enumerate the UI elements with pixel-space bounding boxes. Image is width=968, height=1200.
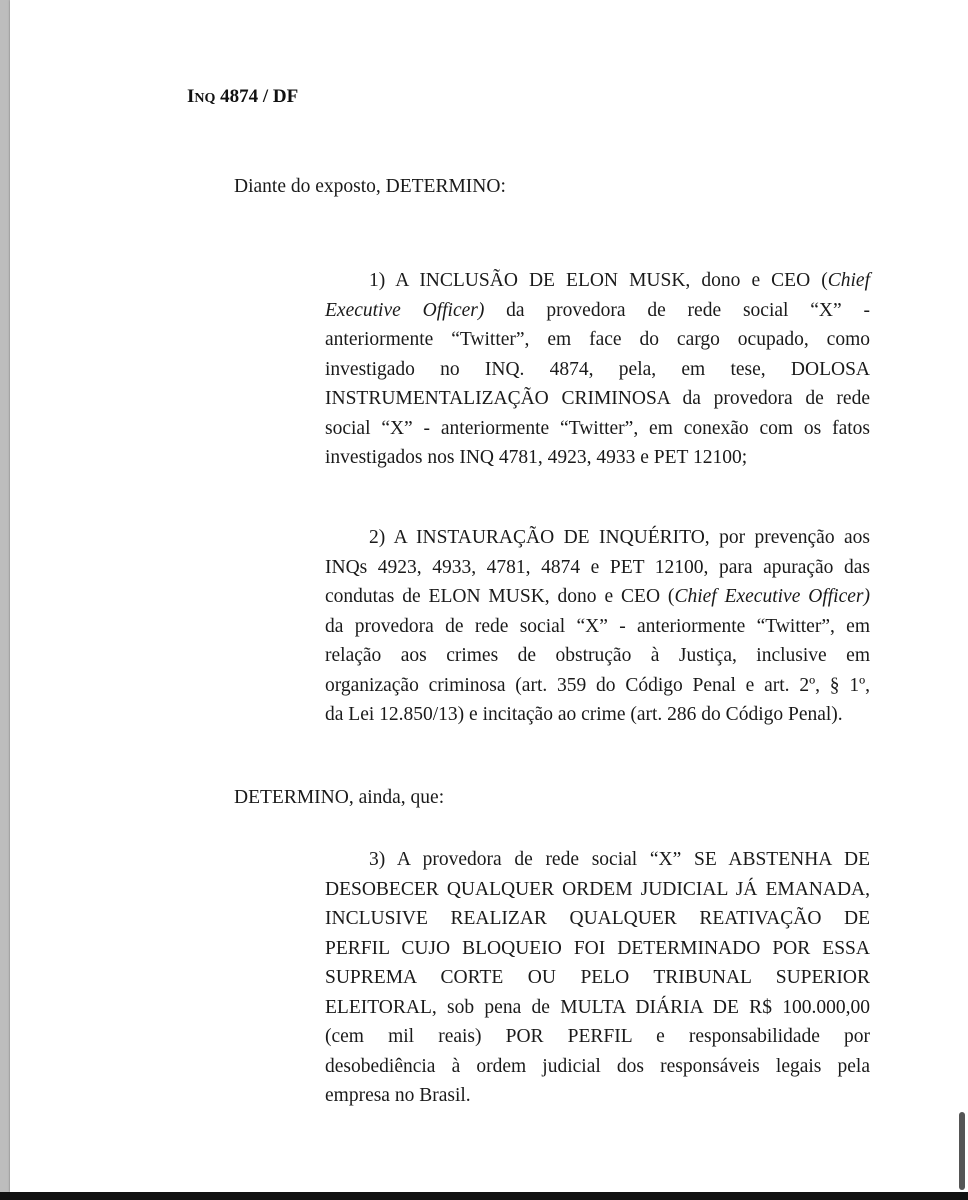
document-page: [10, 0, 968, 1192]
text-segment: desobediência à ordem judicial dos responsáveis legais pela: [325, 1055, 870, 1077]
italic-term: Chief: [827, 270, 870, 291]
text-line: [325, 612, 870, 642]
text-segment: ELEITORAL, sob pena de MULTA DIÁRIA DE R$ 100.000,00: [325, 996, 870, 1018]
text-line: [325, 1081, 870, 1111]
text-segment: INSTRUMENTALIZAÇÃO CRIMINOSA da provedora de rede: [325, 388, 870, 409]
text-line: [325, 355, 870, 385]
case-number-rest: 4874 / DF: [215, 86, 299, 107]
text-segment: SUPREMA CORTE OU PELO TRIBUNAL SUPERIOR: [325, 967, 870, 988]
text-segment: 2) A INSTAURAÇÃO DE INQUÉRITO, por prevenção aos: [369, 527, 870, 548]
text-line: [325, 296, 870, 326]
text-segment: investigado no INQ. 4874, pela, em tese, DOLOSA: [325, 358, 870, 380]
text-line: [325, 582, 870, 612]
vertical-scrollbar-thumb[interactable]: [959, 1112, 965, 1190]
text-line: [325, 963, 870, 993]
text-segment: anteriormente “Twitter”, em face do cargo ocupado, como: [325, 329, 870, 350]
italic-term: Executive Officer): [325, 299, 485, 321]
determination-item-1: [325, 266, 870, 473]
case-prefix-initial: I: [187, 86, 195, 107]
text-line: [325, 845, 870, 875]
italic-term: Chief Executive Officer): [674, 586, 870, 607]
text-line: [325, 1052, 870, 1082]
text-segment: 1) A INCLUSÃO DE ELON MUSK, dono e CEO (: [369, 270, 828, 291]
text-line: [325, 553, 870, 583]
text-line: [325, 934, 870, 964]
text-segment: condutas de ELON MUSK, dono e CEO (: [325, 586, 675, 607]
text-segment: investigados nos INQ 4781, 4923, 4933 e PET 12100;: [325, 447, 748, 468]
text-line: [325, 325, 870, 355]
text-line: [325, 993, 870, 1023]
text-segment: relação aos crimes de obstrução à Justiça, inclusive em: [325, 645, 870, 666]
text-line: [325, 443, 870, 473]
text-segment: (cem mil reais) POR PERFIL e responsabilidade por: [325, 1026, 870, 1047]
bottom-edge-bar: [0, 1192, 968, 1200]
text-line: [325, 414, 870, 444]
text-line: [325, 904, 870, 934]
text-segment: 3) A provedora de rede social “X” SE ABSTENHA DE: [369, 849, 870, 870]
text-line: [325, 266, 870, 296]
text-segment: INCLUSIVE REALIZAR QUALQUER REATIVAÇÃO DE: [325, 908, 870, 929]
ainda-paragraph: DETERMINO, ainda, que:: [234, 787, 445, 808]
text-segment: da Lei 12.850/13) e incitação ao crime (art. 286 do Código Penal).: [325, 704, 843, 725]
text-line: [325, 384, 870, 414]
intro-paragraph: Diante do exposto, DETERMINO:: [234, 176, 506, 197]
case-number: [187, 86, 298, 108]
text-line: [325, 641, 870, 671]
determination-item-2: [325, 523, 870, 730]
text-segment: da provedora de rede social “X” -: [484, 299, 871, 321]
text-segment: empresa no Brasil.: [325, 1085, 471, 1106]
text-line: [325, 875, 870, 905]
determination-item-3: [325, 845, 870, 1111]
case-prefix-smallcaps: NQ: [194, 91, 216, 106]
text-segment: INQs 4923, 4933, 4781, 4874 e PET 12100, para apuração das: [325, 556, 870, 578]
text-line: [325, 671, 870, 701]
text-line: [325, 523, 870, 553]
text-line: [325, 1022, 870, 1052]
text-line: [325, 700, 870, 730]
text-segment: PERFIL CUJO BLOQUEIO FOI DETERMINADO POR ESSA: [325, 937, 870, 959]
text-segment: organização criminosa (art. 359 do Código Penal e art. 2º, § 1º,: [325, 674, 870, 696]
text-segment: da provedora de rede social “X” - anteriormente “Twitter”, em: [325, 615, 870, 637]
text-segment: DESOBECER QUALQUER ORDEM JUDICIAL JÁ EMANADA,: [325, 878, 870, 900]
text-segment: social “X” - anteriormente “Twitter”, em conexão com os fatos: [325, 417, 870, 439]
window-left-edge: [0, 0, 10, 1200]
